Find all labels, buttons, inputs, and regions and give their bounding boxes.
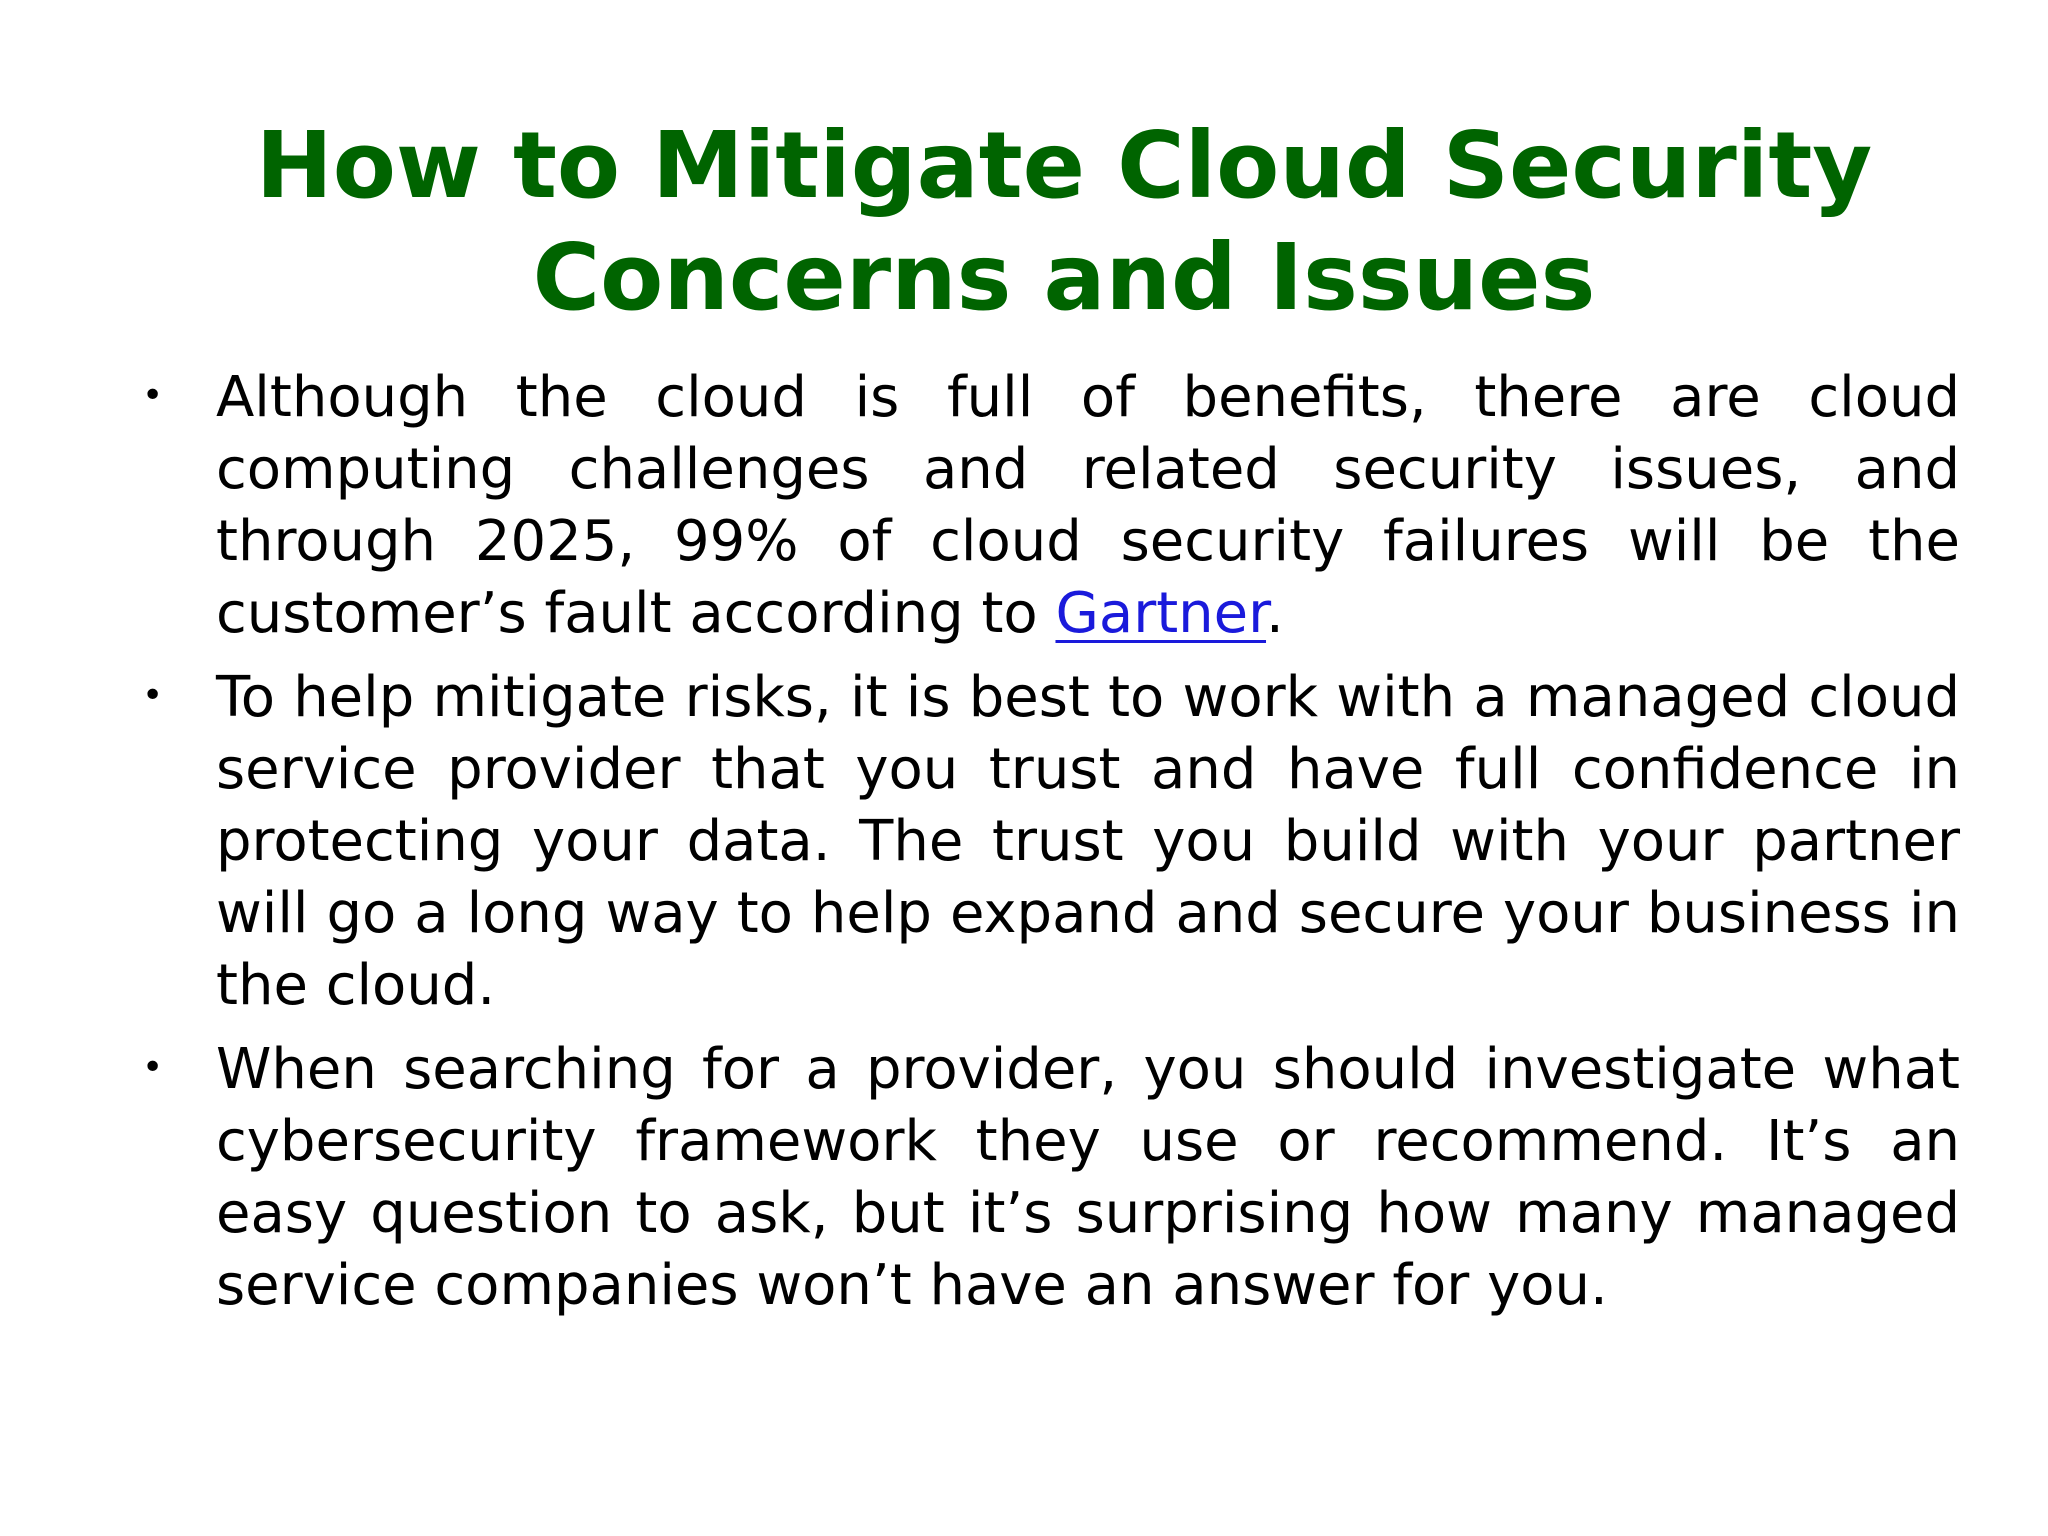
bullet-dot-icon: • — [142, 1047, 164, 1088]
bullet-1-text-end: . — [1266, 581, 1284, 646]
bullet-list — [140, 362, 1960, 1334]
bullet-3-text: When searching for a provider, you should investigate what cybersecurity framework they use or recommend. It’s an easy question to ask, but it’s surprising how many managed service companies won’t have an answer for you. — [216, 1037, 1960, 1318]
bullet-item-2 — [140, 662, 1960, 1022]
bullet-item-1 — [140, 362, 1960, 650]
bullet-2-text: To help mitigate risks, it is best to work with a managed cloud service provider that you trust and have full confidence in protecting your data. The trust you build with your partner will go a long way to help expand and secure your business in the cloud. — [216, 665, 1960, 1018]
bullet-1-text: Although the cloud is full of benefits, there are cloud computing challenges and related security issues, and through 2025, 99% of cloud security failures will be the customer’s fault according to — [216, 365, 1960, 646]
bullet-dot-icon: • — [142, 675, 164, 716]
bullet-dot-icon: • — [142, 375, 164, 416]
slide-title: How to Mitigate Cloud Security Concerns and Issues — [255, 112, 1873, 331]
bullet-item-3 — [140, 1034, 1960, 1322]
gartner-link[interactable]: Gartner — [1055, 581, 1267, 646]
